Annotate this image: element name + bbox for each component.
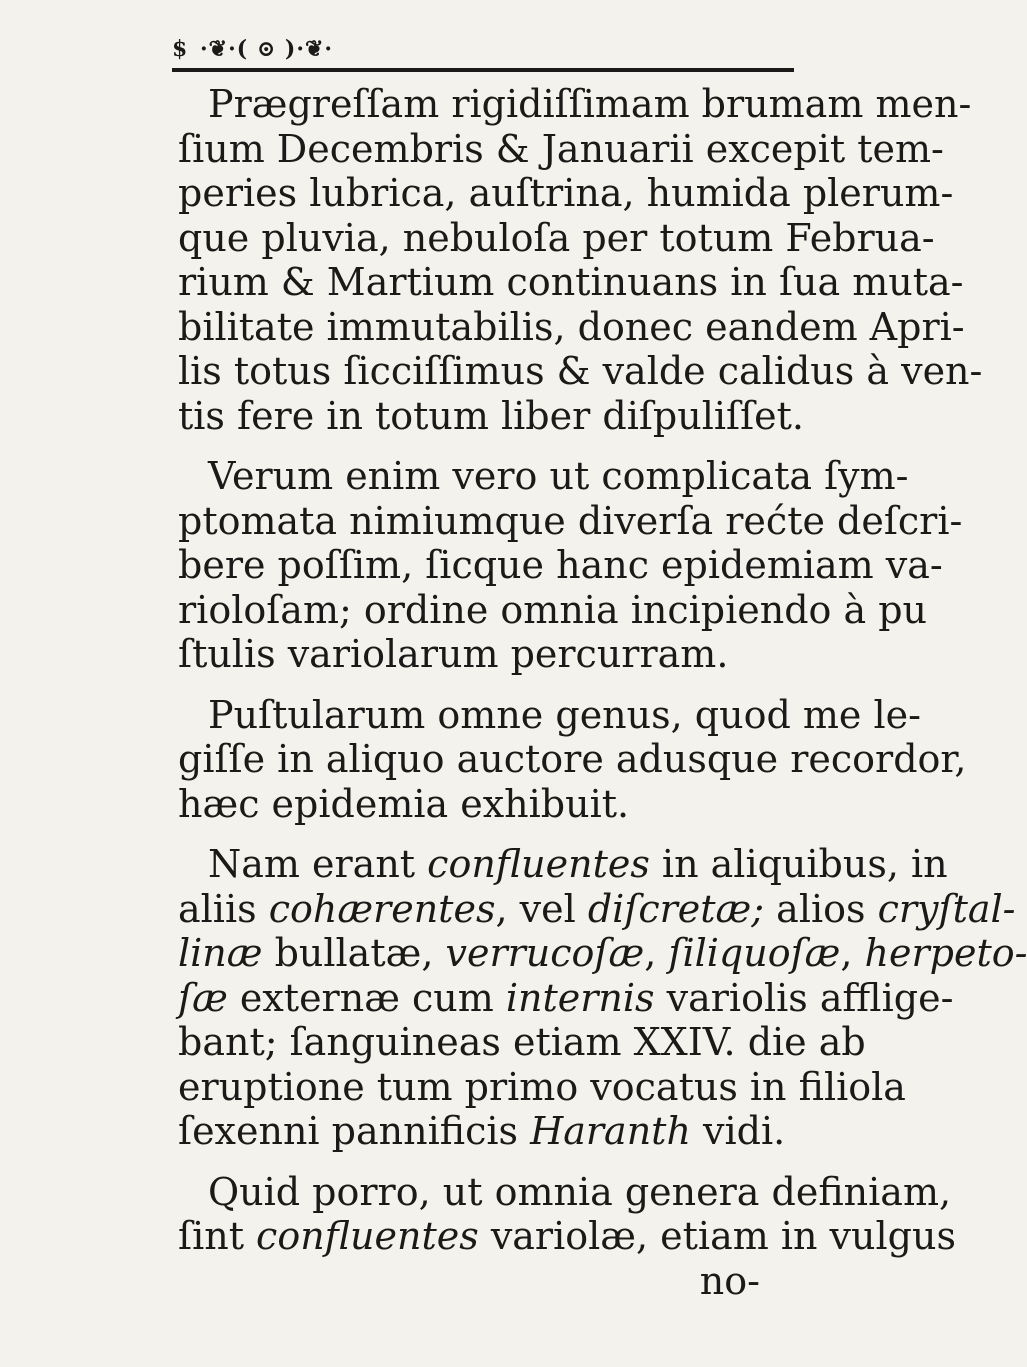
text-line bbox=[178, 260, 964, 305]
text-run: bere poſſim, ſicque hanc epidemiam va- bbox=[178, 543, 943, 587]
italic-term: internis bbox=[505, 975, 655, 1020]
text-line bbox=[178, 975, 954, 1021]
text-run: , bbox=[840, 931, 865, 975]
text-run: bant; ſanguineas etiam XXIV. die ab bbox=[178, 1020, 866, 1064]
text-line bbox=[178, 886, 1016, 932]
paragraph-gap bbox=[178, 677, 798, 693]
italic-term: confluentes bbox=[427, 842, 650, 886]
header-rule bbox=[172, 68, 794, 72]
text-line bbox=[178, 931, 1027, 976]
text-run: ſexenni pannificis bbox=[178, 1109, 531, 1153]
text-line bbox=[178, 215, 935, 261]
text-run: ptomata nimiumque diverſa rećte deſcri- bbox=[178, 498, 963, 543]
running-header bbox=[172, 34, 592, 64]
text-run: variolæ, etiam in vulgus bbox=[478, 1214, 956, 1258]
text-run: bilitate immutabilis, donec eandem Apri- bbox=[178, 304, 965, 349]
text-run: externæ cum bbox=[227, 975, 506, 1020]
text-line bbox=[178, 171, 954, 216]
paragraph-gap bbox=[178, 438, 798, 454]
text-line bbox=[178, 842, 948, 887]
text-line bbox=[178, 737, 967, 782]
text-run: que pluvia, nebuloſa per totum Februa- bbox=[178, 215, 935, 260]
catchword: no- bbox=[699, 1258, 760, 1303]
paragraph bbox=[178, 1169, 956, 1259]
text-run: , vel bbox=[495, 886, 588, 931]
text-line bbox=[178, 1214, 956, 1259]
signature-mark: $ bbox=[172, 36, 188, 62]
text-run: alios bbox=[764, 886, 878, 931]
text-line bbox=[178, 692, 921, 738]
text-run: peries lubrica, auſtrina, humida plerum- bbox=[178, 171, 954, 215]
text-run: eruptione tum primo vocatus in filiola bbox=[178, 1064, 906, 1109]
italic-term: verrucoſæ bbox=[445, 931, 645, 975]
text-run: tis fere in totum liber diſpuliſſet. bbox=[178, 393, 804, 438]
paragraph bbox=[178, 692, 967, 827]
text-line bbox=[178, 498, 963, 544]
paragraph bbox=[178, 82, 983, 438]
paragraph bbox=[178, 842, 1027, 1154]
text-run: rioloſam; ordine omnia incipiendo à pu bbox=[178, 587, 928, 632]
text-run: Quid porro, ut omnia genera definiam, bbox=[208, 1169, 952, 1214]
text-line bbox=[178, 1109, 798, 1154]
text-line bbox=[178, 632, 798, 677]
text-line bbox=[178, 126, 944, 172]
text-run: variolis afflige- bbox=[654, 975, 954, 1020]
italic-term: ſæ bbox=[178, 975, 228, 1020]
text-line bbox=[178, 1169, 952, 1215]
text-line bbox=[178, 304, 965, 350]
text-run: Verum enim vero ut complicata ſym- bbox=[208, 454, 909, 498]
paragraph-gap bbox=[178, 1154, 798, 1170]
text-line bbox=[178, 782, 798, 827]
italic-term: diſcretæ; bbox=[587, 886, 765, 931]
italic-term: ſiliquoſæ bbox=[668, 931, 841, 975]
text-run: ſint bbox=[178, 1214, 257, 1258]
text-run: giſſe in aliquo auctore adusque recordor, bbox=[178, 737, 967, 781]
text-run: Puſtularum omne genus, quod me le- bbox=[208, 692, 921, 737]
text-line bbox=[178, 349, 983, 394]
text-run: rium & Martium continuans in ſua muta- bbox=[178, 260, 964, 304]
text-run: Prægreſſam rigidiſſimam brumam men- bbox=[208, 82, 972, 126]
paragraph-gap bbox=[178, 826, 798, 842]
text-run: ſtulis variolarum percurram. bbox=[178, 632, 729, 676]
text-run: lis totus ſicciſſimus & valde calidus à ven- bbox=[178, 349, 983, 393]
text-line bbox=[178, 393, 804, 439]
paragraph bbox=[178, 454, 963, 677]
italic-term: herpeto- bbox=[864, 931, 1027, 975]
text-run: bullatæ, bbox=[262, 931, 446, 975]
text-run: Nam erant bbox=[208, 842, 428, 886]
text-body bbox=[178, 82, 1027, 1303]
italic-term: confluentes bbox=[256, 1214, 479, 1258]
text-line bbox=[178, 1020, 866, 1065]
text-run: vidi. bbox=[690, 1109, 786, 1153]
text-line bbox=[178, 587, 928, 633]
italic-term: linæ bbox=[178, 931, 263, 975]
italic-term: Haranth bbox=[530, 1109, 691, 1153]
italic-term: cohærentes bbox=[268, 886, 496, 931]
header-ornament: ·❦·( ⊙ )·❦· bbox=[200, 36, 334, 62]
text-run: hæc epidemia exhibuit. bbox=[178, 781, 630, 826]
text-run: , bbox=[644, 931, 669, 975]
text-run: ſium Decembris & Januarii excepit tem- bbox=[178, 126, 944, 171]
text-line bbox=[178, 82, 972, 127]
text-run: in aliquibus, in bbox=[649, 842, 948, 886]
text-line bbox=[178, 543, 943, 588]
text-line bbox=[178, 454, 909, 499]
text-line bbox=[178, 1064, 906, 1110]
italic-term: cryſtal- bbox=[877, 886, 1016, 931]
text-run: aliis bbox=[178, 886, 269, 931]
